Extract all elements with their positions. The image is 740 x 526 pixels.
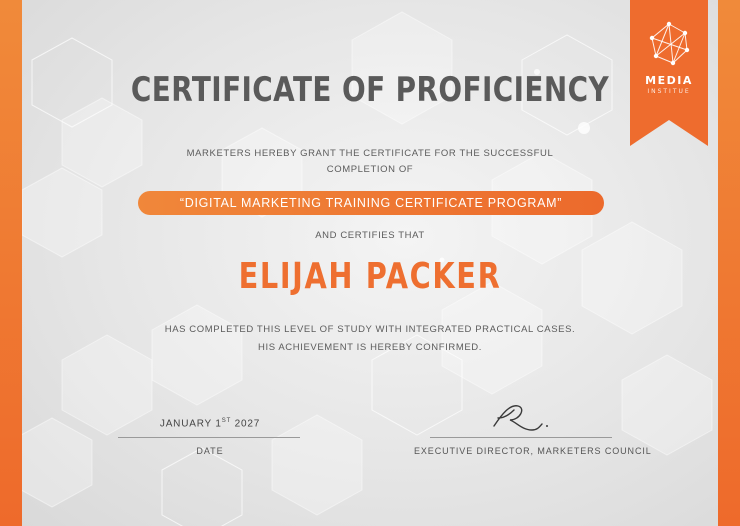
achievement-statement-line-1: HAS COMPLETED THIS LEVEL OF STUDY WITH INTEGRATED PRACTICAL CASES.	[164, 324, 576, 335]
issue-date-suffix: ST	[221, 418, 232, 424]
program-name-banner: “DIGITAL MARKETING TRAINING CERTIFICATE PROGRAM”	[138, 191, 604, 215]
certifies-text: AND CERTIFIES THAT	[315, 230, 425, 241]
recipient-name: ELIJAH PACKER	[238, 256, 502, 297]
certificate-sheet	[22, 0, 718, 526]
grant-text-line-2: COMPLETION OF	[326, 164, 414, 175]
signer-title: EXECUTIVE DIRECTOR, MARKETERS COUNCIL	[414, 446, 652, 456]
issue-date-year: 2027	[231, 418, 261, 430]
grant-text-line-1: MARKETERS HEREBY GRANT THE CERTIFICATE FOR THE SUCCESSFUL	[186, 148, 554, 159]
certificate-title: CERTIFICATE OF PROFICIENCY	[130, 70, 610, 110]
issue-date-month-day: JANUARY 1	[159, 418, 222, 430]
issue-date	[118, 418, 302, 429]
right-orange-border	[718, 0, 740, 526]
left-orange-border	[0, 0, 22, 526]
handwritten-signature	[484, 396, 564, 436]
date-label: DATE	[196, 446, 224, 456]
signature-underline	[430, 437, 612, 438]
badge-name: MEDIA	[645, 74, 693, 87]
badge-subtitle: INSTITUE	[647, 88, 691, 95]
date-underline	[118, 437, 300, 438]
achievement-statement-line-2: HIS ACHIEVEMENT IS HEREBY CONFIRMED.	[258, 342, 482, 353]
